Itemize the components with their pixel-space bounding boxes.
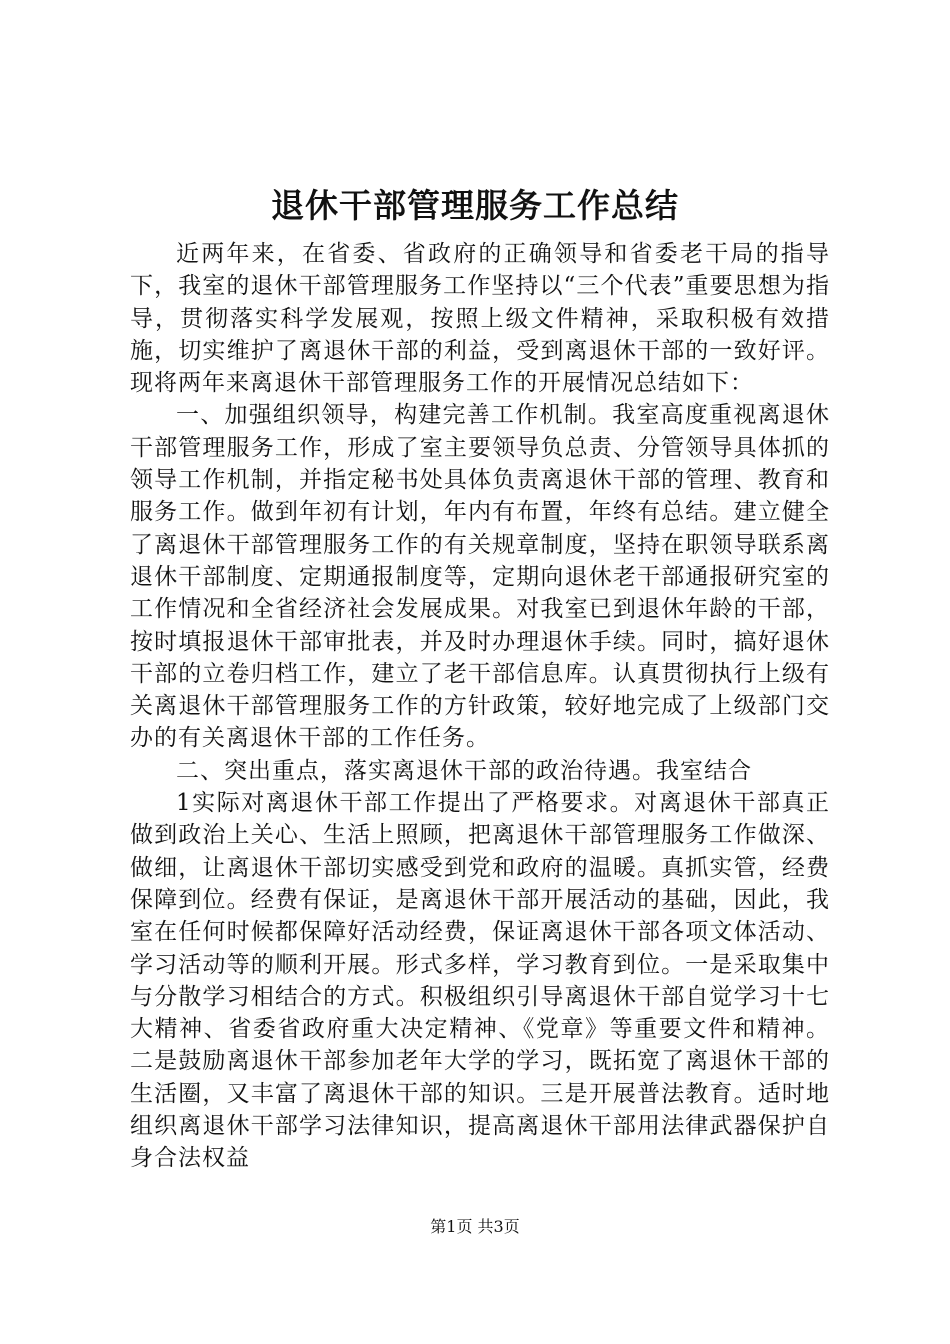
document-title: 退休干部管理服务工作总结 [271,186,679,225]
paragraph-intro: 近两年来，在省委、省政府的正确领导和省委老干局的指导下，我室的退休干部管理服务工作坚持以“三个代表”重要思想为指导，贯彻落实科学发展观，按照上级文件精神，采取积极有效措施，切实维护了离退休干部的利益，受到离退休干部的一致好评。现将两年来离退休干部管理服务工作的开展情况总结如下： [130,241,830,397]
paragraph-section-2-body: 1实际对离退休干部工作提出了严格要求。对离退休干部真正做到政治上关心、生活上照顾，把离退休干部管理服务工作做深、做细，让离退休干部切实感受到党和政府的温暖。真抓实管，经费保障到位。经费有保证，是离退休干部开展活动的基础，因此，我室在任何时候都保障好活动经费，保证离退休干部各项文体活动、学习活动等的顺利开展。形式多样，学习教育到位。一是采取集中与分散学习相结合的方式。积极组织引导离退休干部自觉学习十七大精神、省委省政府重大决定精神、《党章》等重要文件和精神。二是鼓励离退休干部参加老年大学的学习，既拓宽了离退休干部的生活圈，又丰富了离退休干部的知识。三是开展普法教育。适时地组织离退休干部学习法律知识，提高离退休干部用法律武器保护自身合法权益 [130,790,830,1172]
document-body [130,238,830,1175]
page-number-footer: 第1页 共3页 [430,1217,520,1236]
paragraph-section-1: 一、加强组织领导，构建完善工作机制。我室高度重视离退休干部管理服务工作，形成了室主要领导负总责、分管领导具体抓的领导工作机制，并指定秘书处具体负责离退休干部的管理、教育和服务工作。做到年初有计划，年内有布置，年终有总结。建立健全了离退休干部管理服务工作的有关规章制度，坚持在职领导联系离退休干部制度、定期通报制度等，定期向退休老干部通报研究室的工作情况和全省经济社会发展成果。对我室已到退休年龄的干部，按时填报退休干部审批表，并及时办理退休手续。同时，搞好退休干部的立卷归档工作，建立了老干部信息库。认真贯彻执行上级有关离退休干部管理服务工作的方针政策，较好地完成了上级部门交办的有关离退休干部的工作任务。 [130,402,830,752]
paragraph-section-2-heading: 二、突出重点，落实离退休干部的政治待遇。我室结合 [176,757,752,784]
